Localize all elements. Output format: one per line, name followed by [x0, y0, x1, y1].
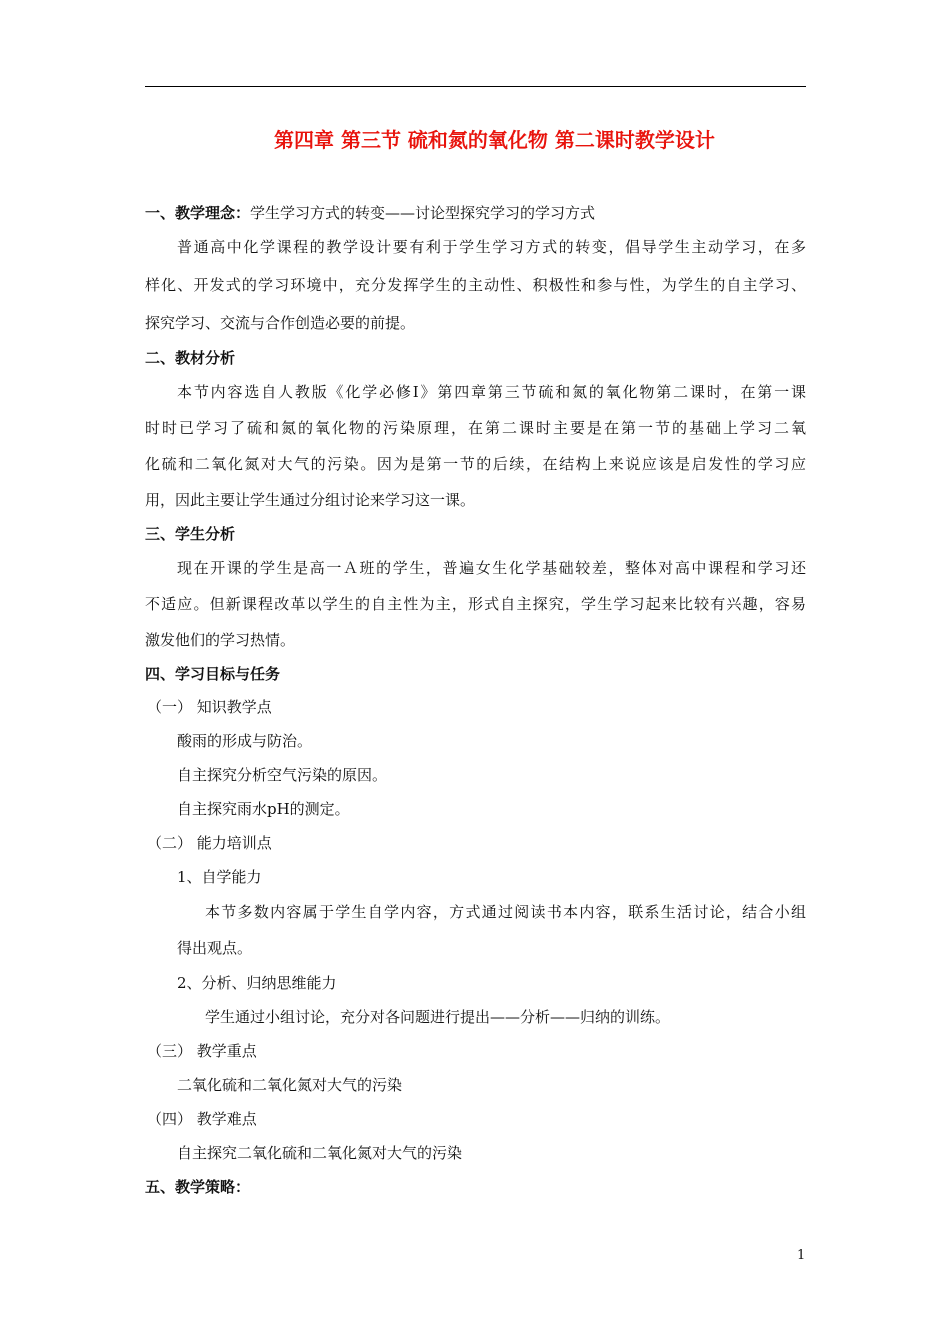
- header-rule: [145, 86, 806, 87]
- focus-label: （三） 教学重点: [147, 1042, 257, 1060]
- focus-item: 二氧化硫和二氧化氮对大气的污染: [177, 1076, 403, 1094]
- section-1-line-1: 普通高中化学课程的教学设计要有利于学生学习方式的转变，倡导学生主动学习，在多: [177, 238, 806, 256]
- difficulty-label: （四） 教学难点: [147, 1110, 257, 1128]
- section-1-heading-text: 学生学习方式的转变——讨论型探究学习的学习方式: [250, 204, 596, 222]
- section-1-line-2: 样化、开发式的学习环境中，充分发挥学生的主动性、积极性和参与性，为学生的自主学习、: [145, 276, 806, 294]
- document-body: [145, 198, 806, 1204]
- ability-1-line-2: 得出观点。: [177, 939, 253, 957]
- page-number: 1: [797, 1248, 806, 1263]
- section-2-heading: 二、教材分析: [145, 349, 236, 367]
- section-2-line-4: 用，因此主要让学生通过分组讨论来学习这一课。: [145, 491, 476, 509]
- ability-points-label: （二） 能力培训点: [147, 834, 272, 852]
- document-title: 第四章 第三节 硫和氮的氧化物 第二课时教学设计: [274, 128, 715, 152]
- knowledge-point-2: 自主探究分析空气污染的原因。: [177, 766, 388, 784]
- section-2-line-2: 时时已学习了硫和氮的氧化物的污染原理，在第二课时主要是在第一节的基础上学习二氧: [145, 419, 806, 437]
- section-4-heading: 四、学习目标与任务: [145, 665, 281, 683]
- section-3-line-3: 激发他们的学习热情。: [145, 631, 296, 649]
- ability-2-line-1: 学生通过小组讨论，充分对各问题进行提出——分析——归纳的训练。: [205, 1008, 671, 1026]
- section-1-heading-line: [145, 198, 806, 228]
- section-3-line-2: 不适应。但新课程改革以学生的自主性为主，形式自主探究，学生学习起来比较有兴趣，容易: [145, 595, 806, 613]
- ability-1-line-1: 本节多数内容属于学生自学内容，方式通过阅读书本内容，联系生活讨论，结合小组: [205, 903, 806, 921]
- ability-2-label: 2、分析、归纳思维能力: [177, 974, 337, 992]
- knowledge-point-3: 自主探究雨水pH的测定。: [177, 800, 350, 818]
- section-3-line-1: 现在开课的学生是高一Ａ班的学生，普遍女生化学基础较差，整体对高中课程和学习还: [177, 559, 806, 577]
- section-2-line-1: 本节内容选自人教版《化学必修Ⅰ》第四章第三节硫和氮的氧化物第二课时，在第一课: [177, 383, 806, 401]
- ability-1-label: 1、自学能力: [177, 868, 262, 886]
- section-5-heading: 五、教学策略：: [145, 1178, 251, 1196]
- difficulty-item: 自主探究二氧化硫和二氧化氮对大气的污染: [177, 1144, 463, 1162]
- knowledge-point-1: 酸雨的形成与防治。: [177, 732, 313, 750]
- knowledge-points-label: （一） 知识教学点: [147, 698, 272, 716]
- section-2-line-3: 化硫和二氧化氮对大气的污染。因为是第一节的后续，在结构上来说应该是启发性的学习应: [145, 455, 806, 473]
- section-1-line-3: 探究学习、交流与合作创造必要的前提。: [145, 314, 416, 332]
- section-1-heading: 一、教学理念：: [145, 204, 251, 222]
- section-3-heading: 三、学生分析: [145, 525, 236, 543]
